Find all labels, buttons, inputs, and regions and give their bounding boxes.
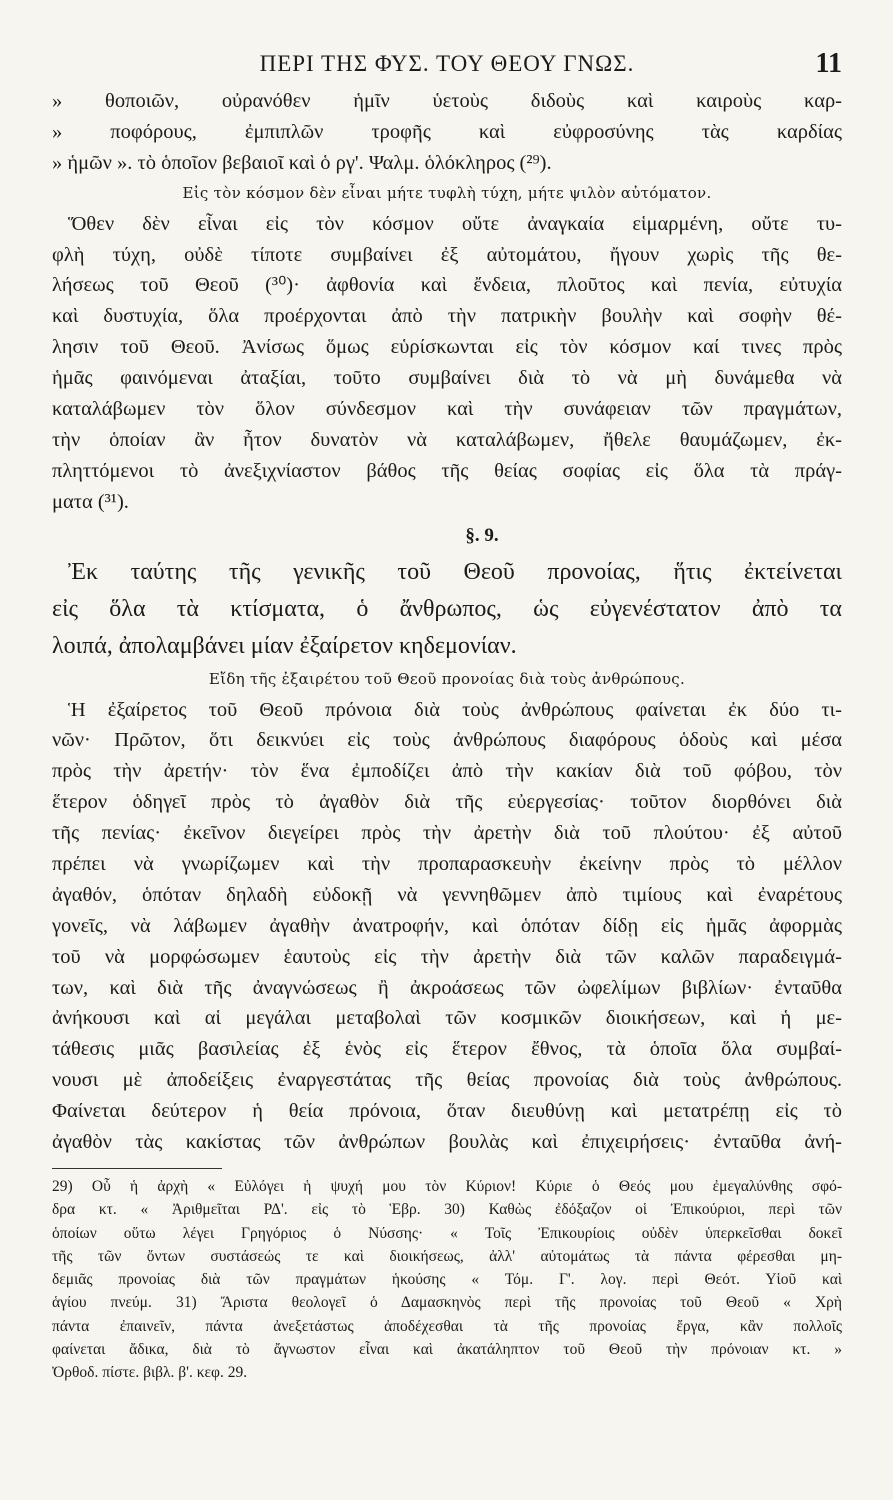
footnotes xyxy=(52,1175,842,1385)
text-line: » ἡμῶν ». τὸ ὁποῖον βεβαιοῖ καὶ ὁ ργ'. Ψαλμ. ὁλόκληρος (²⁹). xyxy=(52,151,552,174)
sidenote: Εἰς τὸν κόσμον δὲν εἶναι μήτε τυφλὴ τύχη, μήτε ψιλὸν αὐτόματον. xyxy=(182,183,712,202)
text-line: ματα (³¹). xyxy=(52,490,129,513)
running-title: ΠΕΡΙ ΤΗΣ ΦΥΣ. ΤΟΥ ΘΕΟΥ ΓΝΩΣ. xyxy=(259,51,635,76)
footnote-line: ἁγίου πνεύμ. 31) Ἄριστα θεολογεῖ ὁ Δαμασκηνὸς περὶ τῆς προνοίας τοῦ Θεοῦ « Χρὴ xyxy=(52,1294,842,1312)
text-line: ἕτερον ὁδηγεῖ πρὸς τὸ ἀγαθὸν διὰ τῆς εὐεργεσίας· τοῦτον διορθόνει διὰ xyxy=(52,791,842,814)
text-line: Ὅθεν δὲν εἶναι εἰς τὸν κόσμον οὔτε ἀναγκαία εἱμαρμένη, οὔτε τυ- xyxy=(68,212,842,235)
footnote-line: Ὀρθοδ. πίστε. βιβλ. β'. κεφ. 29. xyxy=(52,1364,248,1382)
text-line: ἀγαθόν, ὁπόταν δηλαδὴ εὐδοκῇ νὰ γεννηθῶμεν ἀπὸ τιμίους καὶ ἐναρέτους xyxy=(52,883,842,906)
paragraph xyxy=(52,695,842,1158)
quote-block xyxy=(52,86,842,179)
page-body xyxy=(52,86,842,1385)
text-line: Ἐκ ταύτης τῆς γενικῆς τοῦ Θεοῦ προνοίας, ἥτις ἐκτείνεται xyxy=(68,558,842,585)
text-line: » θοποιῶν, οὐρανόθεν ἡμῖν ὑετοὺς διδοὺς καὶ καιροὺς καρ- xyxy=(52,90,842,112)
page-number: 11 xyxy=(815,48,842,79)
footnote-line: δεμιᾶς προνοίας διὰ τῶν πραγμάτων ἡκούσης « Τόμ. Γ'. λογ. περὶ Θεότ. Υἱοῦ καὶ xyxy=(52,1271,842,1289)
footnote-line: πάντα ἐπαινεῖν, πάντα ἀνεξετάστως ἀποδέχεσθαι τὰ τῆς προνοίας ἔργα, κἂν πολλοῖς xyxy=(52,1317,842,1335)
footnote-line: ὁποίων οὕτω λέγει Γρηγόριος ὁ Νύσσης· « Τοῖς Ἐπικουρίοις οὐδὲν ὑπερκεῖσθαι δοκεῖ xyxy=(52,1224,842,1242)
text-line: τῆς πενίας· ἐκεῖνον διεγείρει πρὸς τὴν ἀρετὴν διὰ τοῦ πλούτου· ἐξ αὐτοῦ xyxy=(52,822,842,845)
section-lead xyxy=(52,554,842,665)
text-line: λοιπά, ἀπολαμβάνει μίαν ἐξαίρετον κηδεμονίαν. xyxy=(52,632,517,659)
footnote-line: φαίνεται ἄδικα, διὰ τὸ ἄγνωστον εἶναι καὶ ἀκατάληπτον τοῦ Θεοῦ τὴν πρόνοιαν κτ. » xyxy=(52,1341,842,1359)
text-line: τὴν ὁποίαν ἂν ἦτον δυνατὸν νὰ καταλάβωμεν, ἤθελε θαυμάζωμεν, ἐκ- xyxy=(52,428,842,451)
text-line: ἡμᾶς φαινόμεναι ἀταξίαι, τοῦτο συμβαίνει διὰ τὸ νὰ μὴ δυνάμεθα νὰ xyxy=(52,367,842,390)
text-line: νουσι μὲ ἀποδείξεις ἐναργεστάτας τῆς θείας προνοίας διὰ τοὺς ἀνθρώπους. xyxy=(52,1069,842,1092)
paragraph xyxy=(52,209,842,518)
text-line: » ποφόρους, ἐμπιπλῶν τροφῆς καὶ εὐφροσύνης τὰς καρδίας xyxy=(52,120,842,143)
text-line: καταλάβωμεν τὸν ὅλον σύνδεσμον καὶ τὴν συνάφειαν τῶν πραγμάτων, xyxy=(52,398,842,421)
text-line: Ἡ ἐξαίρετος τοῦ Θεοῦ πρόνοια διὰ τοὺς ἀνθρώπους φαίνεται ἐκ δύο τι- xyxy=(68,698,842,721)
text-line: φλὴ τύχη, οὐδὲ τίποτε συμβαίνει ἐξ αὐτομάτου, ἤγουν χωρὶς τῆς θε- xyxy=(52,243,842,266)
sidenote: Εἴδη τῆς ἐξαιρέτου τοῦ Θεοῦ προνοίας διὰ τοὺς ἀνθρώπους. xyxy=(208,669,686,688)
text-line: νῶν· Πρῶτον, ὅτι δεικνύει εἰς τοὺς ἀνθρώπους διαφόρους ὁδοὺς καὶ μέσα xyxy=(52,729,842,752)
footnote-line: τῆς τῶν ὄντων συστάσεώς τε καὶ διοικήσεως, ἀλλ' αὐτομάτως τὰ πάντα φέρεσθαι μη- xyxy=(52,1247,842,1265)
text-line: καὶ δυστυχία, ὅλα προέρχονται ἀπὸ τὴν πατρικὴν βουλὴν καὶ σοφὴν θέ- xyxy=(52,305,842,328)
text-line: τοῦ νὰ μορφώσωμεν ἑαυτοὺς εἰς τὴν ἀρετὴν διὰ τῶν καλῶν παραδειγμά- xyxy=(52,945,842,968)
footnote-line: δρα κτ. « Ἀριθμεῖται ΡΔ'. εἰς τὸ Ἑβρ. 30) Καθὼς ἐδόξαζον οἱ Ἐπικούριοι, περὶ τῶν xyxy=(52,1201,842,1219)
page-header xyxy=(52,44,842,84)
text-line: λήσεως τοῦ Θεοῦ (³⁰)· ἀφθονία καὶ ἔνδεια, πλοῦτος καὶ πενία, εὐτυχία xyxy=(52,274,842,297)
text-line: πρέπει νὰ γνωρίζωμεν καὶ τὴν προπαρασκευὴν ἐκείνην πρὸς τὸ μέλλον xyxy=(52,853,842,876)
text-line: Φαίνεται δεύτερον ἡ θεία πρόνοια, ὅταν διευθύνῃ καὶ μετατρέπῃ εἰς τὸ xyxy=(52,1100,842,1123)
footnote-line: 29) Οὗ ἡ ἀρχὴ « Εὐλόγει ἡ ψυχή μου τὸν Κύριον! Κύριε ὁ Θεός μου ἐμεγαλύνθης σφό- xyxy=(52,1177,842,1195)
text-line: τάθεσις μιᾶς βασιλείας ἐξ ἑνὸς εἰς ἕτερον ἔθνος, τὰ ὁποῖα ὅλα συμβαί- xyxy=(52,1038,842,1061)
text-line: ἀγαθὸν τὰς κακίστας τῶν ἀνθρώπων βουλὰς καὶ ἐπιχειρήσεις· ἐνταῦθα ἀνή- xyxy=(52,1131,842,1154)
footnote-divider xyxy=(52,1168,222,1169)
text-line: εἰς ὅλα τὰ κτίσματα, ὁ ἄνθρωπος, ὡς εὐγενέστατον ἀπὸ τα xyxy=(52,595,842,622)
text-line: ἀνήκουσι καὶ αἱ μεγάλαι μεταβολαὶ τῶν κοσμικῶν διοικήσεων, καὶ ἡ με- xyxy=(52,1007,842,1030)
text-line: γονεῖς, νὰ λάβωμεν ἀγαθὴν ἀνατροφήν, καὶ ὁπόταν δίδῃ εἰς ἡμᾶς ἀφορμὰς xyxy=(52,914,842,937)
text-line: πρὸς τὴν ἀρετήν· τὸν ἕνα ἐμποδίζει ἀπὸ τὴν κακίαν διὰ τοῦ φόβου, τὸν xyxy=(52,760,842,783)
text-line: λησιν τοῦ Θεοῦ. Ἀνίσως ὅμως εὑρίσκωνται εἰς τὸν κόσμον καί τινες πρὸς xyxy=(52,336,842,359)
text-line: των, καὶ διὰ τῆς ἀναγνώσεως ἢ ἀκροάσεως τῶν ὠφελίμων βιβλίων· ἐνταῦθα xyxy=(52,976,842,999)
section-number: §. 9. xyxy=(465,524,499,546)
text-line: πληττόμενοι τὸ ἀνεξιχνίαστον βάθος τῆς θείας σοφίας εἰς ὅλα τὰ πράγ- xyxy=(52,459,842,482)
